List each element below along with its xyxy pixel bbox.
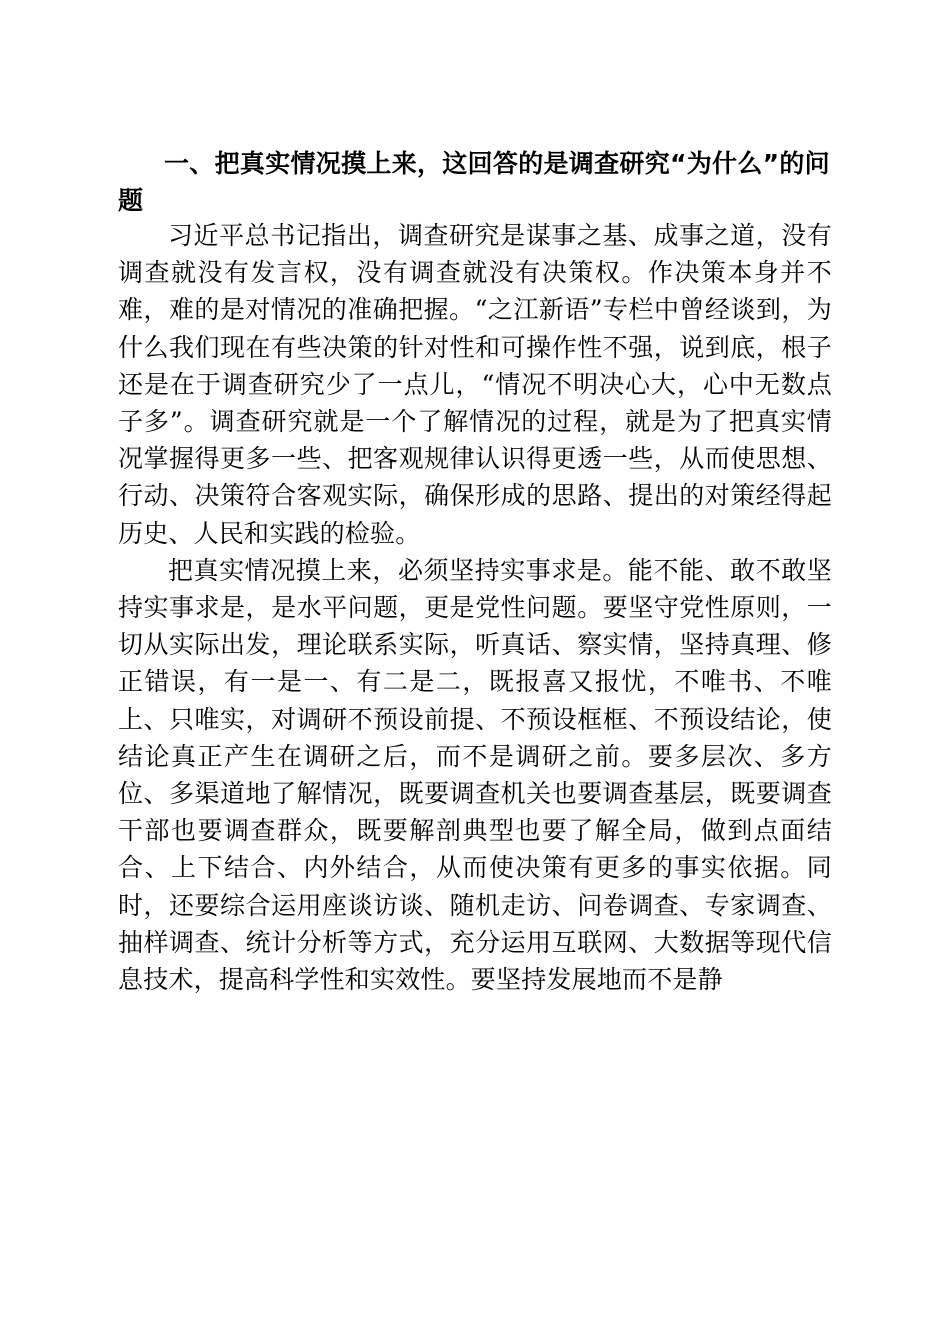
document-page xyxy=(118,145,832,998)
paragraph-2: 把真实情况摸上来，必须坚持实事求是。能不能、敢不敢坚持实事求是，是水平问题，更是党性问题。要坚守党性原则，一切从实际出发，理论联系实际，听真话、察实情，坚持真理、修正错误，有一是一、有二是二，既报喜又报忧，不唯书、不唯上、只唯实，对调研不预设前提、不预设框框、不预设结论，使结论真正产生在调研之后，而不是调研之前。要多层次、多方位、多渠道地了解情况，既要调查机关也要调查基层，既要调查干部也要调查群众，既要解剖典型也要了解全局，做到点面结合、上下结合、内外结合，从而使决策有更多的事实依据。同时，还要综合运用座谈访谈、随机走访、问卷调查、专家调查、抽样调查、统计分析等方式，充分运用互联网、大数据等现代信息技术，提高科学性和实效性。要坚持发展地而不是静 xyxy=(118,555,832,995)
paragraph-1: 习近平总书记指出，调查研究是谋事之基、成事之道，没有调查就没有发言权，没有调查就没有决策权。作决策本身并不难，难的是对情况的准确把握。“之江新语”专栏中曾经谈到，为什么我们现在有些决策的针对性和可操作性不强，说到底，根子还是在于调查研究少了一点儿，“情况不明决心大，心中无数点子多”。调查研究就是一个了解情况的过程，就是为了把真实情况掌握得更多一些、把客观规律认识得更透一些，从而使思想、行动、决策符合客观实际，确保形成的思路、提出的对策经得起历史、人民和实践的检验。 xyxy=(118,221,832,548)
section-heading: 一、把真实情况摸上来，这回答的是调查研究“为什么”的问题 xyxy=(118,149,830,215)
